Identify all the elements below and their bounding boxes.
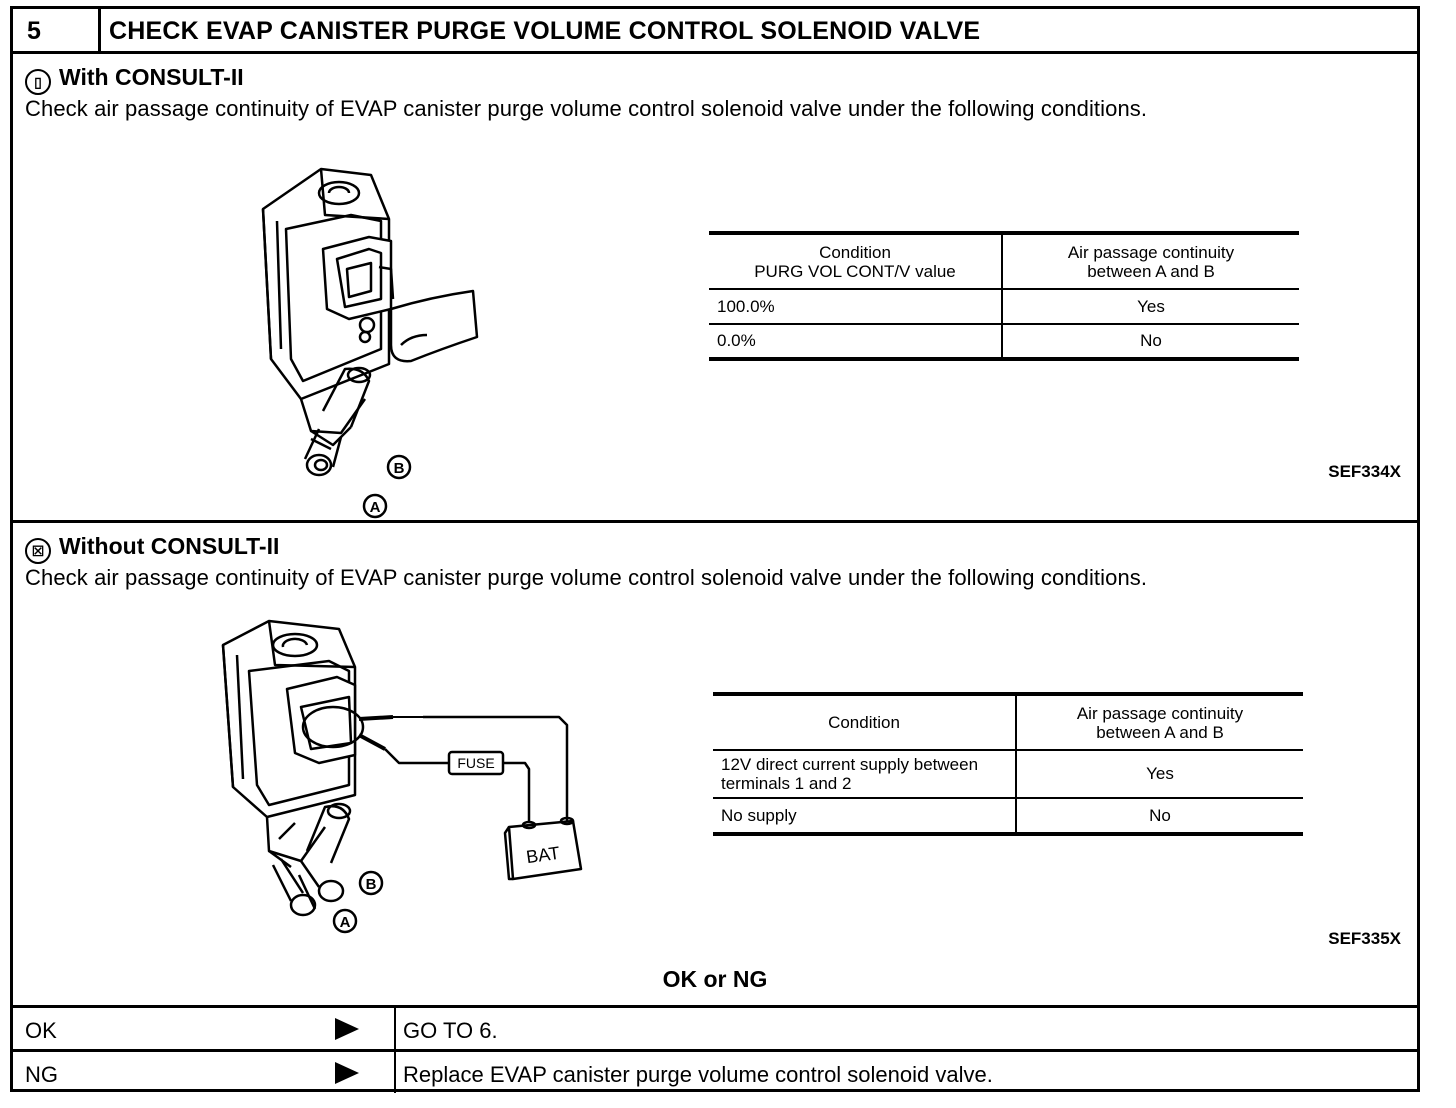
table-header-continuity: Air passage continuity between A and B	[1016, 694, 1303, 750]
no-consult-icon: ☒	[25, 538, 51, 564]
battery-label: BAT	[524, 842, 562, 868]
step-number: 5	[13, 9, 101, 51]
result-row-ok	[13, 1005, 1417, 1049]
port-a-label: A	[369, 499, 381, 516]
table-header-condition: Condition PURG VOL CONT/V value	[709, 233, 1002, 289]
figure-id-consult: SEF334X	[1328, 462, 1401, 481]
result-label: NG	[25, 1062, 58, 1087]
result-action: GO TO 6.	[403, 1018, 498, 1043]
result-row-ng	[13, 1049, 1417, 1093]
condition-table-battery	[713, 692, 1303, 836]
figure-id-battery: SEF335X	[1328, 929, 1401, 948]
without-consult-heading	[25, 533, 279, 564]
table-row: 0.0% No	[709, 324, 1299, 359]
verdict-heading: OK or NG	[662, 966, 768, 992]
arrow-right-icon	[335, 1018, 359, 1040]
step-title: CHECK EVAP CANISTER PURGE VOLUME CONTROL SOLENOID VALVE	[109, 17, 981, 45]
arrow-right-icon	[335, 1062, 359, 1084]
without-consult-instruction: Check air passage continuity of EVAP canister purge volume control solenoid valve under the following conditions.	[25, 565, 1148, 590]
without-consult-section	[13, 523, 1417, 1001]
port-b-label: B	[393, 460, 405, 477]
with-consult-instruction: Check air passage continuity of EVAP canister purge volume control solenoid valve under the following conditions.	[25, 96, 1148, 121]
step-header	[13, 9, 1417, 54]
port-b-label: B	[365, 876, 377, 893]
table-header-continuity: Air passage continuity between A and B	[1002, 233, 1299, 289]
table-row: 100.0% Yes	[709, 289, 1299, 324]
fuse-label: FUSE	[457, 755, 495, 771]
solenoid-valve-diagram-battery	[209, 615, 589, 945]
consult-icon: ▯	[25, 69, 51, 95]
divider	[394, 1008, 396, 1049]
table-row: 12V direct current supply between terminals 1 and 2 Yes	[713, 750, 1303, 798]
without-consult-heading-text: Without CONSULT-II	[59, 533, 280, 559]
condition-table-consult	[709, 231, 1299, 361]
procedure-sheet	[10, 6, 1420, 1092]
result-label: OK	[25, 1018, 57, 1043]
divider	[394, 1052, 396, 1093]
port-a-label: A	[339, 914, 351, 931]
table-header-condition: Condition	[713, 694, 1016, 750]
with-consult-heading-text: With CONSULT-II	[59, 64, 244, 90]
with-consult-section	[13, 54, 1417, 523]
table-row: No supply No	[713, 798, 1303, 834]
with-consult-heading	[25, 64, 244, 95]
solenoid-valve-diagram-consult	[241, 149, 481, 516]
result-action: Replace EVAP canister purge volume control solenoid valve.	[403, 1062, 993, 1087]
